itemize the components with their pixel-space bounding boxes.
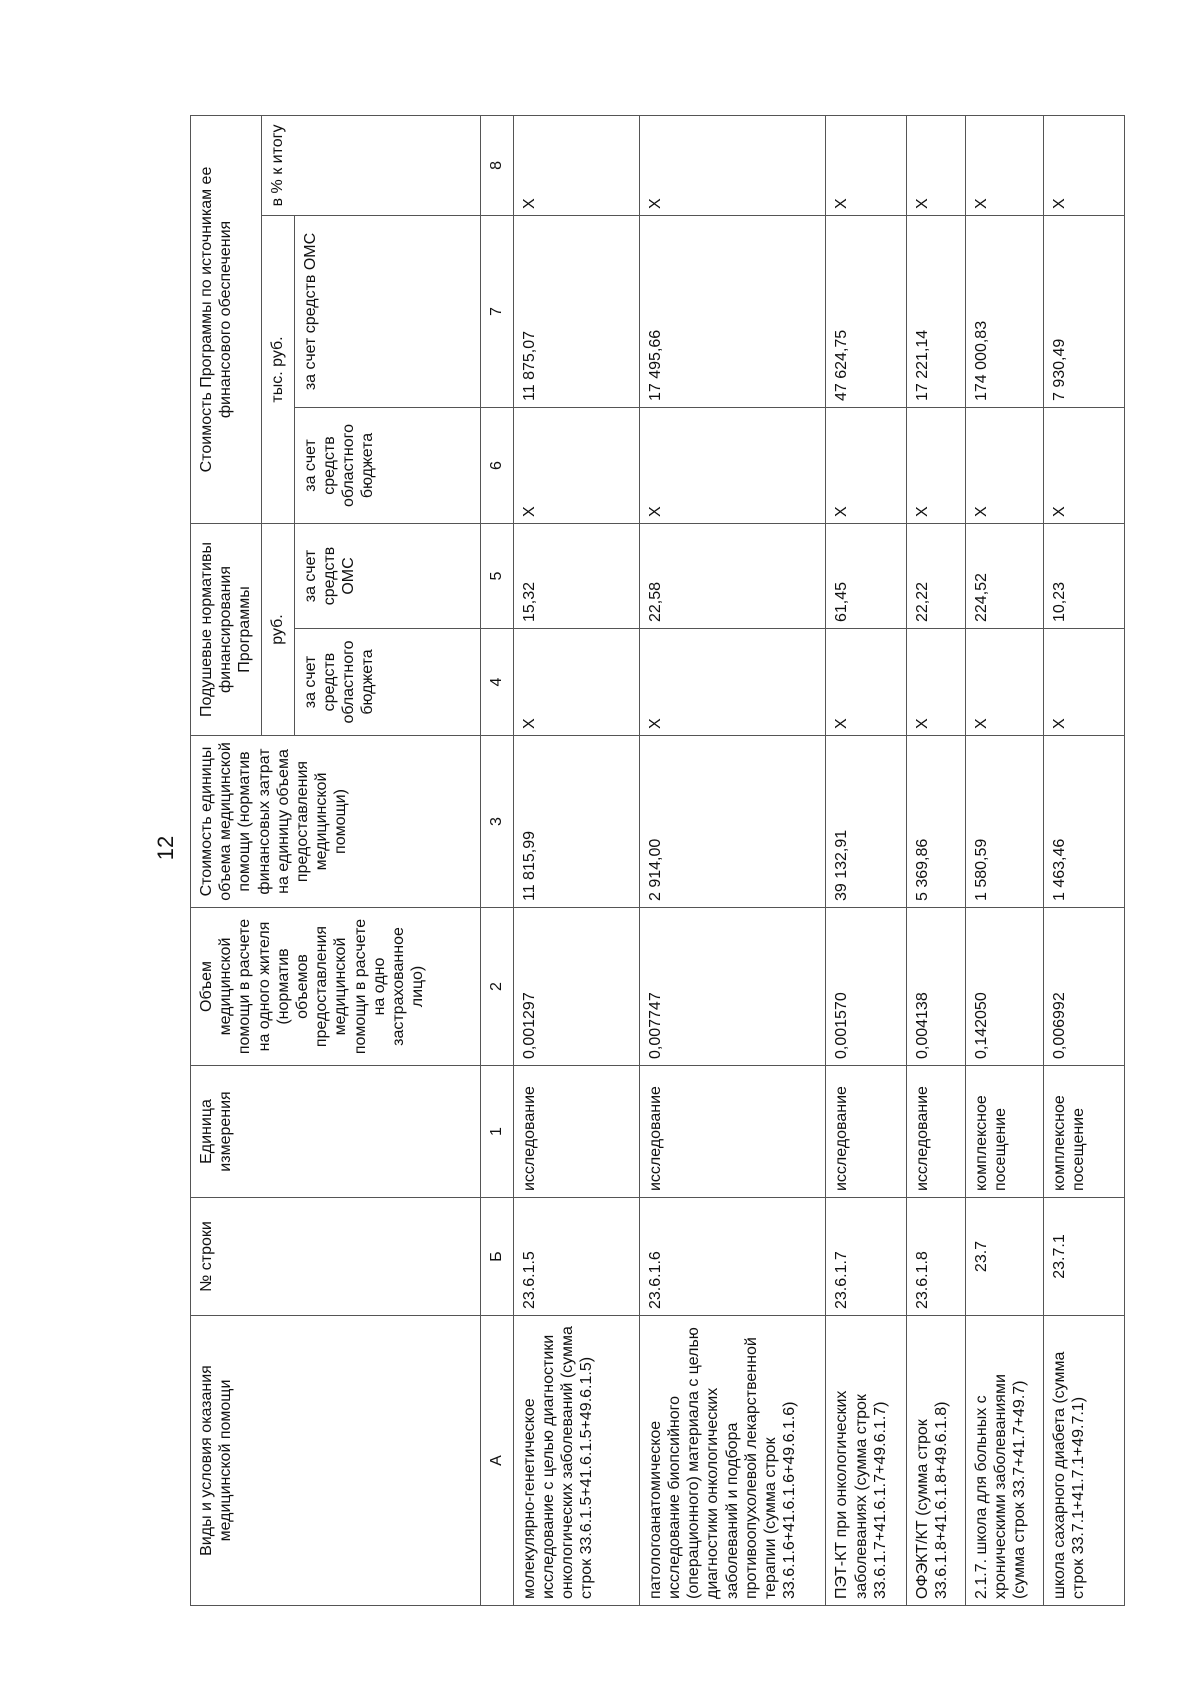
row-name: школа сахарного диабета (сумма строк 33.7.1+41.7.1+49.7.1)	[1044, 1316, 1125, 1606]
header-col-b: № строки	[191, 1198, 481, 1316]
index-cell: 6	[481, 407, 513, 523]
row-percent: X	[639, 115, 826, 215]
row-unit: исследование	[826, 1066, 907, 1198]
table-row	[1044, 115, 1125, 1605]
row-total-budget: X	[639, 407, 826, 523]
index-cell: 7	[481, 215, 513, 407]
header-col-2: Объем медицинской помощи в расчете на одного жителя (норматив объемов предоставления медицинской помощи в расчете на одно застрахованное лицо)	[191, 908, 481, 1066]
row-volume: 0,006992	[1044, 908, 1125, 1066]
row-volume: 0,007747	[639, 908, 826, 1066]
row-name: патологоанатомическое исследование биопсийного (операционного) материала с целью диагностики онкологических заболеваний и подбора противоопухолевой лекарственной терапии (сумма строк 33.6.1.6+41.6.1.6+49.6.1.6)	[639, 1316, 826, 1606]
header-unit-thousand-rub: тыс. руб.	[262, 215, 294, 523]
row-total-oms: 47 624,75	[826, 215, 907, 407]
row-total-oms: 174 000,83	[965, 215, 1044, 407]
header-group-per-capita: Подушевые нормативы финансирования Программы	[191, 523, 262, 735]
row-cost: 1 463,46	[1044, 736, 1125, 908]
row-per-capita-budget: X	[1044, 629, 1125, 736]
row-unit: исследование	[513, 1066, 639, 1198]
row-name: ПЭТ-КТ при онкологических заболеваниях (сумма строк 33.6.1.7+41.6.1.7+49.6.1.7)	[826, 1316, 907, 1606]
header-col-4: за счет средств областного бюджета	[294, 629, 481, 736]
row-total-budget: X	[907, 407, 966, 523]
table-row	[513, 115, 639, 1605]
page-number: 12	[153, 835, 178, 861]
row-per-capita-budget: X	[907, 629, 966, 736]
row-cost: 1 580,59	[965, 736, 1044, 908]
header-unit-rub: руб.	[262, 523, 294, 735]
row-percent: X	[513, 115, 639, 215]
table-row	[826, 115, 907, 1605]
index-row	[481, 115, 513, 1605]
row-cost: 11 815,99	[513, 736, 639, 908]
row-total-budget: X	[826, 407, 907, 523]
header-col-6: за счет средств областного бюджета	[294, 407, 481, 523]
table-row	[639, 115, 826, 1605]
table-row	[965, 115, 1044, 1605]
row-unit: комплексное посещение	[1044, 1066, 1125, 1198]
row-cost: 2 914,00	[639, 736, 826, 908]
row-per-capita-oms: 15,32	[513, 523, 639, 628]
row-total-oms: 11 875,07	[513, 215, 639, 407]
header-col-5: за счет средств ОМС	[294, 523, 481, 628]
row-total-budget: X	[513, 407, 639, 523]
row-name: 2.1.7. школа для больных с хроническими заболеваниями (сумма строк 33.7+41.7+49.7)	[965, 1316, 1044, 1606]
row-number: 23.6.1.7	[826, 1198, 907, 1316]
row-total-oms: 17 495,66	[639, 215, 826, 407]
row-per-capita-budget: X	[513, 629, 639, 736]
row-number: 23.7	[965, 1198, 1044, 1316]
row-number: 23.6.1.5	[513, 1198, 639, 1316]
index-cell: 4	[481, 629, 513, 736]
row-per-capita-budget: X	[826, 629, 907, 736]
row-per-capita-oms: 61,45	[826, 523, 907, 628]
row-unit: исследование	[639, 1066, 826, 1198]
row-per-capita-oms: 10,23	[1044, 523, 1125, 628]
index-cell: Б	[481, 1198, 513, 1316]
row-percent: X	[1044, 115, 1125, 215]
row-total-oms: 17 221,14	[907, 215, 966, 407]
header-col-8: в % к итогу	[262, 115, 481, 215]
header-col-1: Единица измерения	[191, 1066, 481, 1198]
row-total-oms: 7 930,49	[1044, 215, 1125, 407]
row-per-capita-oms: 22,58	[639, 523, 826, 628]
row-number: 23.7.1	[1044, 1198, 1125, 1316]
financing-table	[190, 115, 1125, 1606]
row-unit: комплексное посещение	[965, 1066, 1044, 1198]
row-number: 23.6.1.6	[639, 1198, 826, 1316]
row-per-capita-budget: X	[639, 629, 826, 736]
index-cell: А	[481, 1316, 513, 1606]
header-row-1	[191, 115, 262, 1605]
row-name: ОФЭКТ/КТ (сумма строк 33.6.1.8+41.6.1.8+49.6.1.8)	[907, 1316, 966, 1606]
row-volume: 0,001570	[826, 908, 907, 1066]
row-total-budget: X	[965, 407, 1044, 523]
index-cell: 5	[481, 523, 513, 628]
row-percent: X	[907, 115, 966, 215]
row-percent: X	[826, 115, 907, 215]
row-per-capita-budget: X	[965, 629, 1044, 736]
index-cell: 2	[481, 908, 513, 1066]
rotated-table-container	[190, 116, 1125, 1606]
row-cost: 39 132,91	[826, 736, 907, 908]
row-per-capita-oms: 224,52	[965, 523, 1044, 628]
header-col-a: Виды и условия оказания медицинской помощи	[191, 1316, 481, 1606]
header-col-7: за счет средств ОМС	[294, 215, 481, 407]
row-cost: 5 369,86	[907, 736, 966, 908]
index-cell: 8	[481, 115, 513, 215]
row-volume: 0,001297	[513, 908, 639, 1066]
row-percent: X	[965, 115, 1044, 215]
row-name: молекулярно-генетическое исследование с целью диагностики онкологических заболеваний (сумма строк 33.6.1.5+41.6.1.5+49.6.1.5)	[513, 1316, 639, 1606]
row-unit: исследование	[907, 1066, 966, 1198]
row-per-capita-oms: 22,22	[907, 523, 966, 628]
index-cell: 3	[481, 736, 513, 908]
row-total-budget: X	[1044, 407, 1125, 523]
header-group-program-cost: Стоимость Программы по источникам ее финансового обеспечения	[191, 115, 262, 523]
header-col-3: Стоимость единицы объема медицинской помощи (норматив финансовых затрат на единицу объема предоставления медицинской помощи)	[191, 736, 481, 908]
row-volume: 0,004138	[907, 908, 966, 1066]
index-cell: 1	[481, 1066, 513, 1198]
row-number: 23.6.1.8	[907, 1198, 966, 1316]
row-volume: 0,142050	[965, 908, 1044, 1066]
table-row	[907, 115, 966, 1605]
